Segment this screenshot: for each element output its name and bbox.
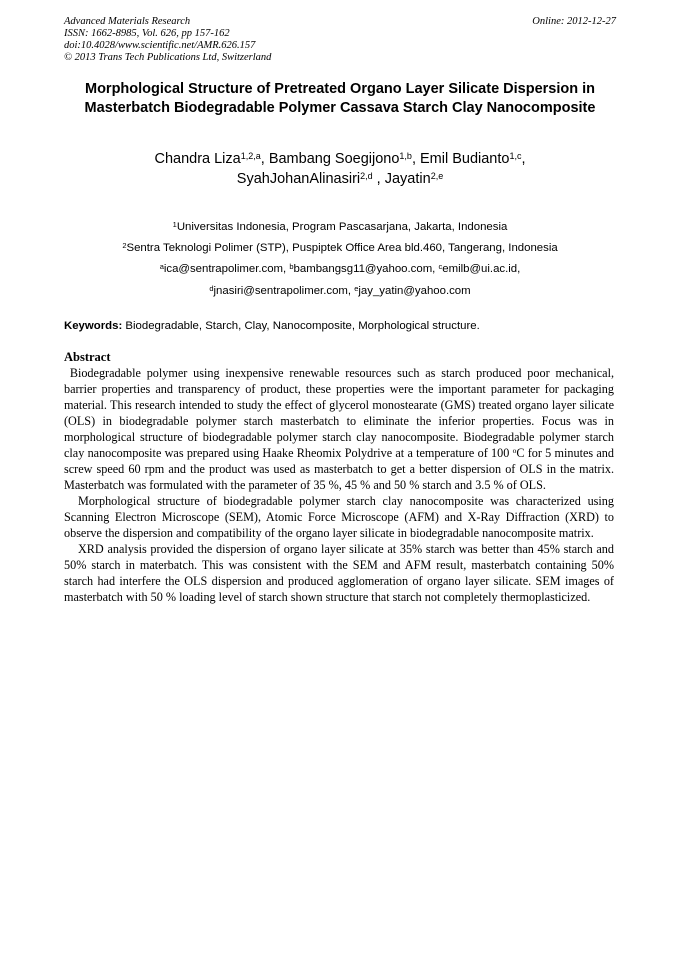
affiliation-text: Sentra Teknologi Polimer (STP), Puspiptek Office Area bld.460, Tangerang, Indonesia	[126, 242, 558, 254]
affiliation-2	[40, 241, 640, 255]
online-date: Online: 2012-12-27	[532, 16, 616, 27]
affiliation-marker: 1	[172, 220, 177, 229]
journal-name: Advanced Materials Research	[64, 16, 191, 27]
abstract-text: C for 5 minutes and screw speed 60 rpm and the product was used as masterbatch to get a better dispersion of OLS in the matrix. Masterbatch was formulated with the parameter of 35 %, 45 % and 50 % starch and 3.5 % of OLS.	[64, 446, 614, 492]
abstract-body	[64, 365, 614, 605]
author-name: Chandra Liza	[154, 151, 241, 167]
email-address[interactable]: jay_yatin@yahoo.com	[358, 285, 471, 297]
keywords-text: Biodegradable, Starch, Clay, Nanocomposite, Morphological structure.	[122, 320, 480, 332]
author-name: Jayatin	[384, 171, 431, 187]
paper-title: Morphological Structure of Pretreated Organo Layer Silicate Dispersion in Masterbatch Biodegradable Polymer Cassava Starch Clay Nanocomposite	[84, 81, 596, 116]
email-marker: b	[289, 262, 294, 271]
affiliation-text: Universitas Indonesia, Program Pascasarjana, Jakarta, Indonesia	[176, 221, 508, 233]
abstract-paragraph-1	[64, 365, 614, 493]
author-name: Emil Budianto	[420, 151, 510, 167]
copyright-line: © 2013 Trans Tech Publications Ltd, Switzerland	[64, 52, 272, 63]
email-line-1	[40, 262, 640, 276]
affiliation-marker: 2	[122, 241, 127, 250]
email-address[interactable]: ica@sentrapolimer.com,	[163, 263, 290, 275]
journal-header	[64, 16, 616, 64]
author-name: Bambang Soegijono	[268, 151, 400, 167]
issn-line: ISSN: 1662-8985, Vol. 626, pp 157-162	[64, 28, 230, 39]
author-affiliation-marker: 1,b	[399, 151, 412, 161]
abstract-paragraph-2: Morphological structure of biodegradable polymer starch clay nanocomposite was characterized using Scanning Electron Microscope (SEM), Atomic Force Microscope (AFM) and X-Ray Diffraction (XRD) to observe the dispersion and compatibility of the organo layer silicate in biodegradable nanocomposite matrix.	[64, 494, 614, 540]
abstract-text: Biodegradable polymer using inexpensive renewable resources such as starch produced poor mechanical, barrier properties and transparency of product, these properties were the important parameter for packaging material. This research intended to study the effect of glycerol monostearate (GMS) treated organo layer silicate (OLS) in biodegradable polymer starch masterbatch to eliminate the inferior properties. Focus was in morphological structure of biodegradable polymer starch clay nanocomposite. Biodegradable polymer starch clay nanocomposite was prepared using Haake Rheomix Polydrive at a temperature of 100	[64, 366, 614, 460]
author-affiliation-marker: 2,d	[360, 171, 373, 181]
author-affiliation-marker: 1,c	[509, 151, 522, 161]
author-affiliation-marker: 2,e	[430, 171, 444, 181]
abstract-heading: Abstract	[64, 350, 111, 364]
degree-marker: o	[512, 446, 517, 455]
email-line-2	[40, 284, 640, 298]
doi-line: doi:10.4028/www.scientific.net/AMR.626.157	[64, 40, 256, 51]
email-address[interactable]: bambangsg11@yahoo.com,	[293, 263, 439, 275]
email-marker: c	[438, 262, 443, 271]
author-affiliation-marker: 1,2,a	[240, 151, 261, 161]
email-marker: e	[354, 284, 359, 293]
email-address[interactable]: jnasiri@sentrapolimer.com,	[213, 285, 355, 297]
email-marker: d	[209, 284, 214, 293]
author-list: Chandra Liza$^{1,2,a}$, Bambang Soegijono$^{1,b}$, Emil Budianto$^{1,c}$, SyahJohanAlinasiri$^{2,d}$ , Jayatin$^{2,e}$	[154, 151, 526, 187]
email-marker: a	[159, 262, 164, 271]
keywords-line	[64, 318, 624, 334]
author-name: SyahJohanAlinasiri	[236, 171, 361, 187]
affiliation-1	[40, 220, 640, 234]
abstract-paragraph-3: XRD analysis provided the dispersion of organo layer silicate at 35% starch was better than 45% starch and 50% starch in materbatch. This was consistent with the SEM and AFM result, masterbatch containing 50% starch had interfere the OLS dispersion and produced agglomeration of organo layer silicate. SEM images of masterbatch with 50 % loading level of starch shown structure that starch not completely thermoplasticized.	[64, 542, 614, 604]
keywords-label: Keywords:	[64, 320, 123, 332]
email-address[interactable]: emilb@ui.ac.id,	[442, 263, 521, 275]
